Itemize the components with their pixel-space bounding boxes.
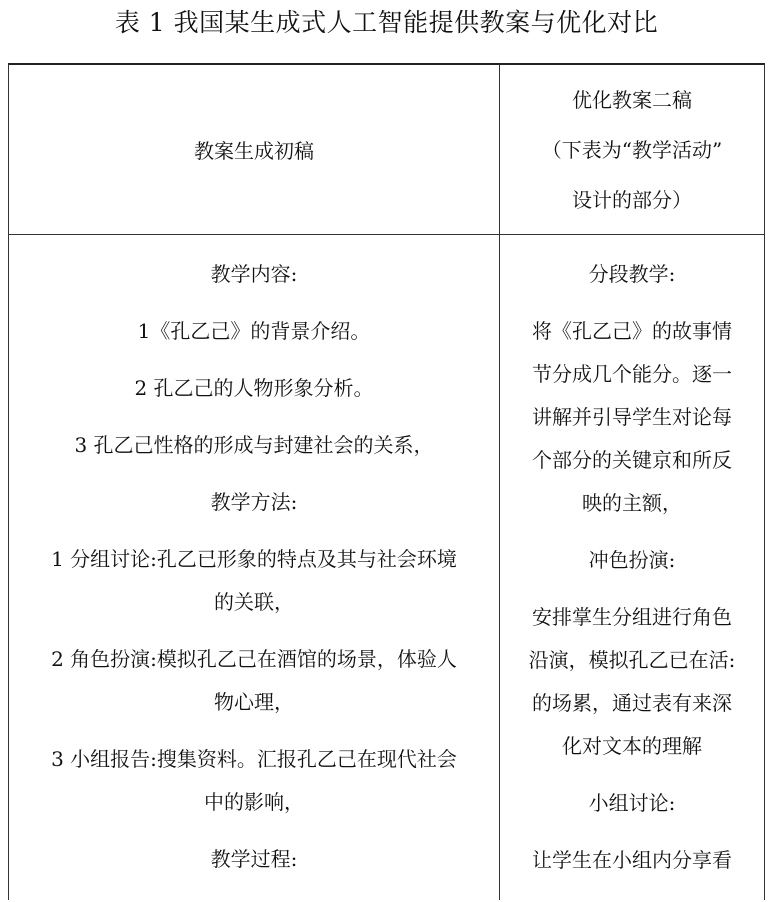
draft-paragraph: 3 孔乙己性格的形成与封建社会的关系， bbox=[74, 433, 434, 457]
header-cell-optimized bbox=[500, 75, 764, 225]
draft-paragraph: 教学过程: bbox=[210, 847, 298, 871]
optimized-paragraph: 将《孔乙己》的故事情 节分成几个能分。逐一 讲解并引导学生对论每 个部分的关键京和所反 映的主额， bbox=[532, 319, 732, 515]
draft-paragraph: 1《孔乙己》的背景介绍。 bbox=[137, 319, 371, 343]
draft-paragraph: 2 角色扮演:模拟孔乙己在酒馆的场景，体验人 物心理， bbox=[51, 647, 457, 714]
header-draft-label: 教案生成初稿 bbox=[194, 139, 314, 163]
draft-paragraph: 1 分组讨论:孔乙已形象的特点及其与社会环境 的关联， bbox=[51, 547, 457, 614]
header-optimized-line: （下表为“教学活动” bbox=[541, 138, 723, 162]
optimized-paragraph: 分段教学: bbox=[588, 262, 676, 286]
comparison-table bbox=[8, 63, 765, 900]
optimized-content-cell bbox=[500, 253, 764, 896]
optimized-paragraph: 让学生在小组内分享看 bbox=[532, 848, 732, 872]
draft-paragraph: 3 小组报告:搜集资料。汇报孔乙己在现代社会 中的影响， bbox=[51, 747, 457, 814]
draft-paragraph: 教学方法: bbox=[210, 490, 298, 514]
optimized-paragraph: 冲色扮演: bbox=[588, 548, 676, 572]
table-caption: 表 1 我国某生成式人工智能提供教案与优化对比 bbox=[114, 8, 659, 37]
header-cell-draft bbox=[9, 65, 499, 234]
optimized-paragraph: 小组讨论: bbox=[588, 791, 676, 815]
header-divider bbox=[9, 234, 764, 235]
header-optimized-line: 设计的部分） bbox=[572, 188, 692, 212]
draft-content-cell bbox=[9, 253, 499, 895]
header-optimized-line: 优化教案二稿 bbox=[572, 88, 692, 112]
draft-paragraph: 2 孔乙己的人物形象分析。 bbox=[134, 376, 374, 400]
optimized-paragraph: 安排掌生分组进行角色 沿演，模拟孔乙已在活: 的场累，通过表有来深 化对文本的理解 bbox=[528, 605, 736, 758]
draft-paragraph: 教学内容: bbox=[210, 262, 298, 286]
